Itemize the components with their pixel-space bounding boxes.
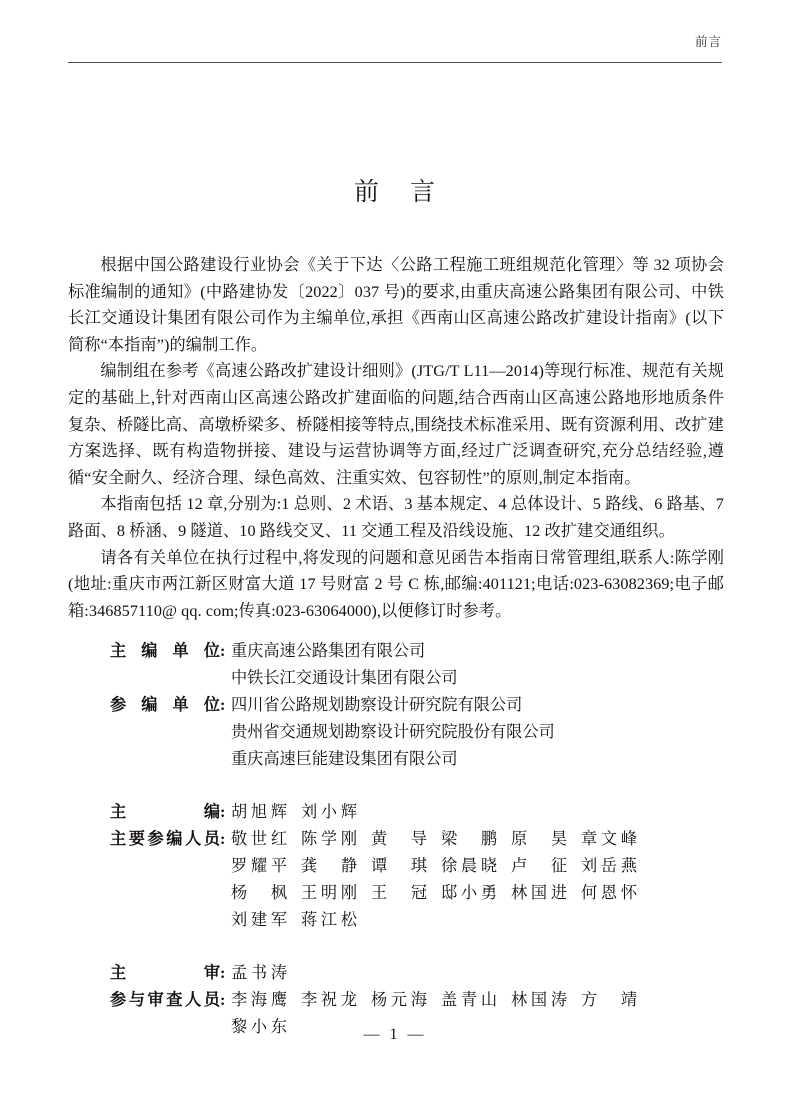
label-char: 单 [172,642,189,660]
person-name [301,880,371,907]
label-char: 审 [147,991,164,1009]
person-name [511,880,581,907]
name-char: 靖 [620,991,637,1009]
name-char: 山 [480,991,497,1009]
name-char: 东 [270,1018,287,1036]
name-char: 燕 [620,857,637,875]
person-name [231,987,301,1014]
name-char: 王 [301,884,318,902]
person-name [301,799,371,826]
name-char: 元 [390,991,408,1009]
credit-row [110,719,710,746]
name-char: 黄 [371,830,388,848]
label-char: 员 [203,830,220,848]
person-name [441,853,511,880]
name-char: 谭 [371,857,388,875]
name-char: 祝 [320,991,338,1009]
name-char: 林 [511,991,528,1009]
name-char: 敬 [231,830,248,848]
name-char: 盖 [441,991,458,1009]
name-char: 杨 [371,991,388,1009]
credit-colon: : [220,991,226,1009]
label-char: 编 [203,803,220,821]
credits-spacer [110,773,710,799]
name-char: 文 [600,830,618,848]
running-head: 前言 [694,35,722,49]
name-char: 进 [550,884,567,902]
credit-label-chief-org [110,638,220,665]
name-char: 书 [250,964,268,982]
label-char: 编 [141,642,158,660]
name-char: 耀 [250,857,268,875]
person-name [231,826,301,853]
credit-label-reviewers [110,987,220,1014]
credits-block [110,638,710,1041]
name-grid [231,799,651,826]
preface-body [68,252,724,624]
name-char: 学 [320,830,338,848]
label-char: 与 [128,991,145,1009]
credit-group-chief-reviewer [110,960,710,987]
name-char: 涛 [550,991,567,1009]
name-char: 晨 [460,857,478,875]
paragraph: 编制组在参考《高速公路改扩建设计细则》(JTG/T L11—2014)等现行标准、规范有关规定的基础上,针对西南山区高速公路改扩建面临的问题,结合西南山区高速公路地形地质条件复杂、桥隧比高、高墩桥梁多、桥隧相接等特点,围绕技术标准采用、既有资源利用、改扩建方案选择、既有构造物拼接、建设与运营协调等方面,经过广泛调查研究,充分总结经验,遵循“安全耐久、经济合理、绿色高效、注重实效、包容韧性”的原则,制定本指南。 [68,362,724,487]
name-char: 鹰 [270,991,287,1009]
credit-row [110,692,710,719]
label-char: 员 [203,991,220,1009]
name-char: 小 [320,803,338,821]
credit-value: 贵州省交通规划勘察设计研究院股份有限公司 [231,723,555,741]
name-char: 枫 [270,884,287,902]
credit-value: 重庆高速公路集团有限公司 [231,642,426,660]
name-char: 孟 [231,964,248,982]
name-char: 勇 [480,884,497,902]
name-char: 海 [410,991,427,1009]
name-char: 李 [231,991,248,1009]
credit-label-chief-editor [110,799,220,826]
label-char: 主 [110,642,127,660]
name-char: 胡 [231,803,248,821]
page-title [0,172,790,208]
name-char: 晓 [480,857,497,875]
person-name [441,987,511,1014]
name-char: 冠 [410,884,427,902]
name-grid [231,826,651,934]
label-char: 要 [128,830,145,848]
person-name [441,880,511,907]
name-char: 征 [550,857,567,875]
name-char: 方 [581,991,598,1009]
credit-group-participating-org [110,692,710,773]
name-char: 小 [250,1018,268,1036]
credit-colon: : [220,642,226,660]
person-name [301,853,371,880]
paragraph: 请各有关单位在执行过程中,将发现的问题和意见函告本指南日常管理组,联系人:陈学刚(地址:重庆市两江新区财富大道 17 号财富 2 号 C 栋,邮编:401121;电话:023-63082369;电子邮箱:346857110@ qq. com;传真:023-63064000),以便修订时参考。 [68,548,724,620]
name-char: 卢 [511,857,528,875]
person-name [231,853,301,880]
label-char: 位 [203,642,220,660]
name-char: 小 [460,884,478,902]
name-char: 岳 [600,857,618,875]
name-char: 明 [320,884,338,902]
credit-value: 重庆高速巨能建设集团有限公司 [231,750,458,768]
paragraph: 根据中国公路建设行业协会《关于下达〈公路工程施工班组规范化管理〉等 32 项协会标准编制的通知》(中路建协发〔2022〕037 号)的要求,由重庆高速公路集团有限公司、中铁长江交通设计集团有限公司作为主编单位,承担《西南山区高速公路改扩建设计指南》(以下简称“本指南”)的编制工作。 [68,256,724,354]
name-char: 何 [581,884,598,902]
name-char: 邸 [441,884,458,902]
person-name [231,880,301,907]
person-name [581,853,651,880]
label-char: 审 [203,964,220,982]
person-name [301,907,371,934]
credit-group-main-contributors [110,826,710,934]
credit-group-chief-org [110,638,710,692]
name-char: 红 [270,830,287,848]
name-char: 刚 [340,884,357,902]
person-name [371,880,441,907]
name-char: 黎 [231,1018,248,1036]
name-char: 梁 [441,830,458,848]
credit-value: 中铁长江交通设计集团有限公司 [231,669,458,687]
credit-row [110,826,710,934]
label-char: 主 [110,803,127,821]
person-name [581,987,651,1014]
credit-colon: : [220,964,226,982]
person-name [371,826,441,853]
paragraph: 本指南包括 12 章,分别为:1 总则、2 术语、3 基本规定、4 总体设计、5 路线、6 路基、7 路面、8 桥涵、9 隧道、10 路线交叉、11 交通工程及沿线设施、12 改扩建交通组织。 [68,495,724,540]
name-grid [231,960,651,987]
person-name [231,799,301,826]
person-name [371,987,441,1014]
credit-value [230,799,710,826]
name-char: 徐 [441,857,458,875]
label-char: 参 [110,991,127,1009]
name-char: 刘 [231,911,248,929]
page-header [68,34,722,68]
credit-label-main-contributors [110,826,220,853]
name-char: 海 [250,991,268,1009]
name-char: 龙 [340,991,357,1009]
name-char: 世 [250,830,268,848]
name-char: 青 [460,991,478,1009]
page-footer: — 1 — [363,1026,427,1043]
name-char: 导 [410,830,427,848]
name-char: 刘 [581,857,598,875]
credits-spacer [110,934,710,960]
name-char: 罗 [231,857,248,875]
label-char: 位 [203,696,220,714]
person-name [581,880,651,907]
page-title-char-2: 言 [410,179,437,206]
name-char: 王 [371,884,388,902]
name-char: 恩 [600,884,618,902]
label-char: 参 [147,830,164,848]
name-char: 怀 [620,884,637,902]
person-name [231,960,301,987]
name-char: 江 [320,911,338,929]
person-name [441,826,511,853]
name-char: 蒋 [301,911,318,929]
label-char: 人 [185,991,202,1009]
name-char: 陈 [301,830,318,848]
label-char: 人 [185,830,202,848]
credit-colon: : [220,803,226,821]
credit-group-chief-editor [110,799,710,826]
name-char: 军 [270,911,287,929]
name-char: 琪 [410,857,427,875]
label-char: 查 [166,991,183,1009]
name-char: 杨 [231,884,248,902]
header-divider [68,62,722,63]
credit-row [110,799,710,826]
person-name [301,826,371,853]
credit-value [230,826,710,934]
credit-row [110,746,710,773]
name-char: 国 [530,884,548,902]
name-char: 林 [511,884,528,902]
name-char: 涛 [270,964,287,982]
person-name [511,826,581,853]
credit-value: 四川省公路规划勘察设计研究院有限公司 [231,696,523,714]
name-char: 峰 [620,830,637,848]
person-name [581,826,651,853]
name-char: 辉 [340,803,357,821]
label-char: 编 [141,696,158,714]
name-char: 原 [511,830,528,848]
label-char: 参 [110,696,127,714]
name-char: 辉 [270,803,287,821]
name-char: 平 [270,857,287,875]
credit-label-chief-reviewer [110,960,220,987]
credit-row [110,665,710,692]
person-name [301,987,371,1014]
credit-label-participating-org [110,692,220,719]
person-name [371,853,441,880]
name-char: 静 [340,857,357,875]
credit-value [230,960,710,987]
name-char: 刚 [340,830,357,848]
person-name [231,907,301,934]
label-char: 主 [110,830,127,848]
name-char: 李 [301,991,318,1009]
credit-row [110,638,710,665]
name-char: 松 [340,911,357,929]
person-name [511,987,581,1014]
label-char: 主 [110,964,127,982]
label-char: 单 [172,696,189,714]
person-name [511,853,581,880]
name-char: 国 [530,991,548,1009]
name-char: 建 [250,911,268,929]
credit-row [110,960,710,987]
name-char: 鹏 [480,830,497,848]
page-title-char-1: 前 [353,179,380,206]
credit-colon: : [220,830,226,848]
label-char: 编 [166,830,183,848]
name-char: 龚 [301,857,318,875]
name-char: 旭 [250,803,268,821]
name-char: 章 [581,830,598,848]
name-char: 刘 [301,803,318,821]
credit-colon: : [220,696,226,714]
name-char: 昊 [550,830,567,848]
